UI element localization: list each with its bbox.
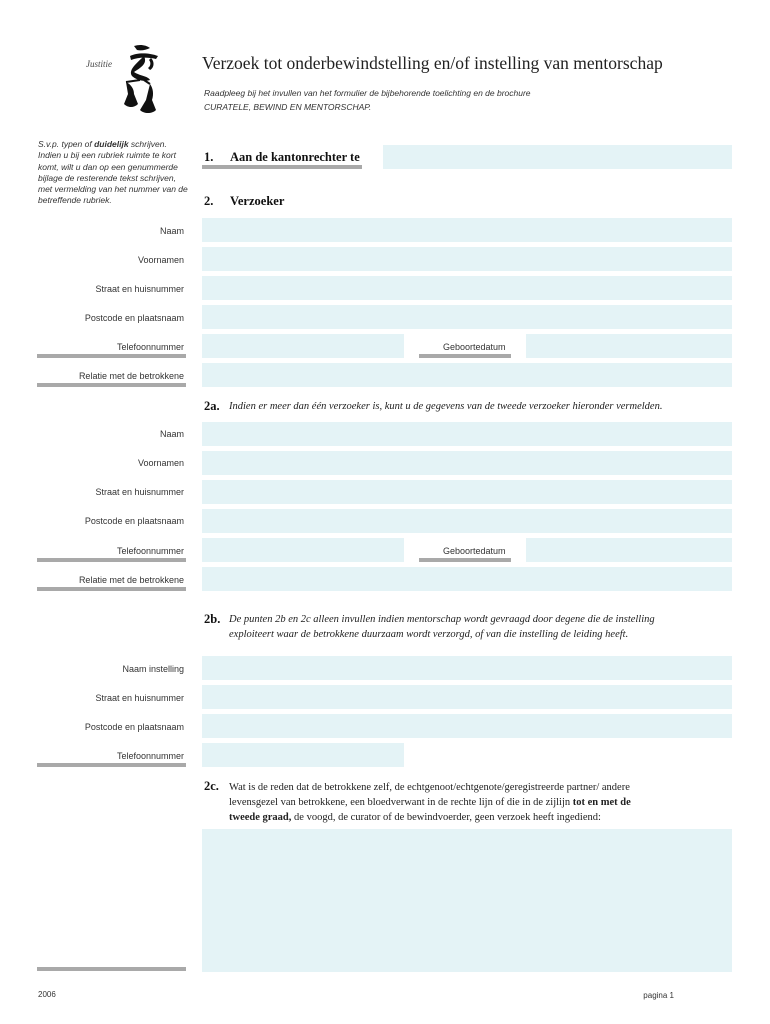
sidebar-instruction-part2: schrijven. Indien u bij een rubriek ruimte te kort komt, wilt u dan op een genummerde bijlage de resterende tekst schrijven, met vermelding van het nummer van de betreffende rubriek. xyxy=(38,139,188,206)
section2c-line2 xyxy=(229,795,631,810)
s2-geboortedatum-underline xyxy=(419,354,511,358)
s2b-telefoon-underline xyxy=(37,763,186,767)
section2b-number: 2b. xyxy=(204,612,221,626)
section2-label: Verzoeker xyxy=(230,194,285,208)
section2c-line3-bold: tweede graad, xyxy=(229,812,292,823)
subtitle-line1: Raadpleeg bij het invullen van het formulier de bijbehorende toelichting en de brochure xyxy=(204,88,531,98)
s2-naam-field[interactable] xyxy=(202,218,732,242)
page-title: Verzoek tot onderbewindstelling en/of instelling van mentorschap xyxy=(202,53,663,73)
s2a-geboortedatum-label: Geboortedatum xyxy=(443,546,506,556)
s2-voornamen-label: Voornamen xyxy=(137,255,184,265)
s2a-straat-field[interactable] xyxy=(202,480,732,504)
section2a-note: Indien er meer dan één verzoeker is, kunt u de gegevens van de tweede verzoeker hieronder vermelden. xyxy=(229,401,663,412)
s2b-straat-field[interactable] xyxy=(202,685,732,709)
section2c-line3-text: de voogd, de curator of de bewindvoerder, geen verzoek heeft ingediend: xyxy=(291,812,601,823)
s2a-relatie-underline xyxy=(37,587,186,591)
s2a-geboortedatum-underline xyxy=(419,558,511,562)
section2c-line1: Wat is de reden dat de betrokkene zelf, de echtgenoot/echtgenote/geregistreerde partner/ andere xyxy=(229,782,630,793)
section2b-note-line2: exploiteert waar de betrokkene duurzaam wordt verzorgd, of van die instelling de leiding heeft. xyxy=(229,629,629,640)
s2b-telefoon-field[interactable] xyxy=(202,743,404,767)
s2a-telefoon-underline xyxy=(37,558,186,562)
s2-geboortedatum-field[interactable] xyxy=(526,334,732,358)
section2a-number: 2a. xyxy=(204,399,220,413)
s2c-reason-textarea[interactable] xyxy=(202,829,732,972)
s2-telefoon-underline xyxy=(37,354,186,358)
s2-straat-label: Straat en huisnummer xyxy=(95,284,184,294)
s2a-relatie-field[interactable] xyxy=(202,567,732,591)
s2-geboortedatum-label: Geboortedatum xyxy=(443,342,506,352)
s2b-postcode-label: Postcode en plaatsnaam xyxy=(84,722,184,732)
kantonrechter-field[interactable] xyxy=(383,145,732,169)
section2-heading xyxy=(204,194,284,209)
ministry-label: Justitie xyxy=(86,59,112,69)
sidebar-instruction xyxy=(38,139,188,207)
s2a-voornamen-field[interactable] xyxy=(202,451,732,475)
s2-postcode-label: Postcode en plaatsnaam xyxy=(84,313,184,323)
section1-heading xyxy=(204,150,360,165)
s2b-naam-label: Naam instelling xyxy=(122,664,184,674)
s2a-telefoon-label: Telefoonnummer xyxy=(116,546,184,556)
s2-voornamen-field[interactable] xyxy=(202,247,732,271)
s2a-naam-field[interactable] xyxy=(202,422,732,446)
s2-relatie-label: Relatie met de betrokkene xyxy=(78,371,184,381)
s2a-straat-label: Straat en huisnummer xyxy=(95,487,184,497)
section2-number: 2. xyxy=(204,194,214,208)
s2a-voornamen-label: Voornamen xyxy=(137,458,184,468)
sidebar-instruction-bold: duidelijk xyxy=(94,139,129,149)
s2a-telefoon-field[interactable] xyxy=(202,538,404,562)
s2b-postcode-field[interactable] xyxy=(202,714,732,738)
s2a-postcode-field[interactable] xyxy=(202,509,732,533)
section1-number: 1. xyxy=(204,150,214,164)
s2a-naam-label: Naam xyxy=(159,429,184,439)
s2-relatie-underline xyxy=(37,383,186,387)
s2b-naam-instelling-field[interactable] xyxy=(202,656,732,680)
section1-label: Aan de kantonrechter te xyxy=(230,150,360,164)
s2-relatie-field[interactable] xyxy=(202,363,732,387)
section2c-line2-bold: tot en met de xyxy=(572,797,631,808)
sidebar-instruction-part1: S.v.p. typen of xyxy=(38,139,95,149)
s2-naam-label: Naam xyxy=(159,226,184,236)
section2c-line2-text: levensgezel van betrokkene, een bloedverwant in de rechte lijn of die in de zijlijn xyxy=(229,797,573,808)
s2a-geboortedatum-field[interactable] xyxy=(526,538,732,562)
s2b-straat-label: Straat en huisnummer xyxy=(95,693,184,703)
section1-underline xyxy=(202,165,362,169)
s2-straat-field[interactable] xyxy=(202,276,732,300)
s2-telefoon-field[interactable] xyxy=(202,334,404,358)
justitie-logo xyxy=(120,42,166,118)
section2c-line3 xyxy=(229,810,601,825)
s2c-underline xyxy=(37,967,186,971)
s2a-postcode-label: Postcode en plaatsnaam xyxy=(84,516,184,526)
s2b-telefoon-label: Telefoonnummer xyxy=(116,751,184,761)
subtitle-line2: CURATELE, BEWIND EN MENTORSCHAP. xyxy=(204,102,372,112)
s2-postcode-field[interactable] xyxy=(202,305,732,329)
s2a-relatie-label: Relatie met de betrokkene xyxy=(78,575,184,585)
footer-year: 2006 xyxy=(38,990,56,999)
s2-telefoon-label: Telefoonnummer xyxy=(116,342,184,352)
footer-page-number: pagina 1 xyxy=(643,991,674,1000)
section2c-number: 2c. xyxy=(204,779,219,793)
section2b-note-line1: De punten 2b en 2c alleen invullen indien mentorschap wordt gevraagd door degene die de instelling xyxy=(229,614,655,625)
